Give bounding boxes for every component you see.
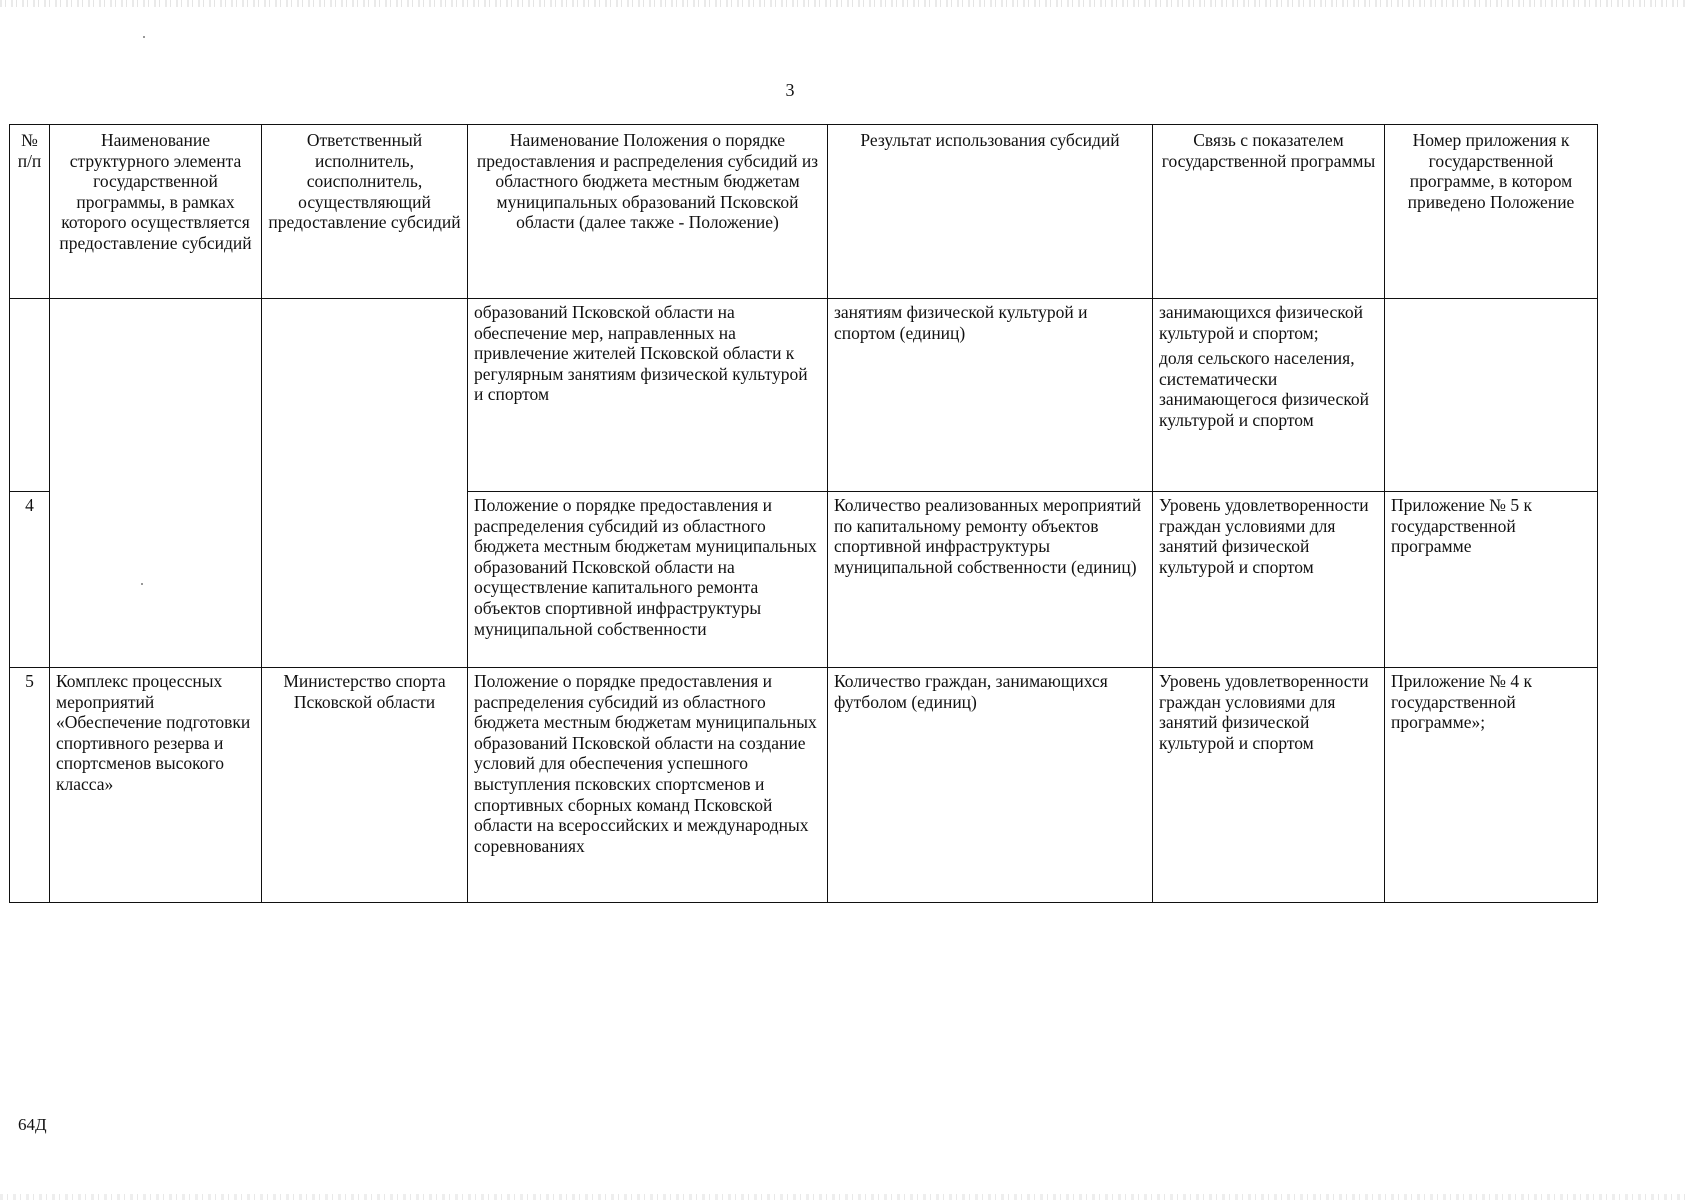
document-code: 64Д xyxy=(18,1115,47,1134)
scan-edge-top xyxy=(0,0,1686,7)
cell-executor: Министерство спорта Псковской области xyxy=(262,668,468,903)
cell-appendix-number: Приложение № 5 к государственной программе xyxy=(1385,492,1598,668)
cell-regulation-name: Положение о порядке предоставления и распределения субсидий из областного бюджета местным бюджетам муниципальных образований Псковской области на создание условий для обеспечения успешного выступления псковских спортсменов и спортивных сборных команд Псковской области на всероссийских и международных соревнованиях xyxy=(468,668,828,903)
header-regulation-name: Наименование Положения о порядке предоставления и распределения субсидий из областного бюджета местным бюджетам муниципальных образований Псковской области (далее также - Положение) xyxy=(468,125,828,299)
header-indicator-link: Связь с показателем государственной программы xyxy=(1153,125,1385,299)
cell-number xyxy=(10,299,50,492)
table-row xyxy=(10,668,1598,903)
header-executor: Ответственный исполнитель, соисполнитель, осуществляющий предоставление субсидий xyxy=(262,125,468,299)
header-appendix-number: Номер приложения к государственной программе, в котором приведено Положение xyxy=(1385,125,1598,299)
scan-edge-bottom xyxy=(0,1194,1686,1200)
cell-number: 4 xyxy=(10,492,50,668)
header-structural-element: Наименование структурного элемента государственной программы, в рамках которого осуществляется предоставление субсидий xyxy=(50,125,262,299)
cell-appendix-number: Приложение № 4 к государственной программе»; xyxy=(1385,668,1598,903)
cell-indicator-link: Уровень удовлетворенности граждан условиями для занятий физической культурой и спортом xyxy=(1153,668,1385,903)
cell-executor xyxy=(262,299,468,668)
header-number: № п/п xyxy=(10,125,50,299)
indicator-text: занимающихся физической культурой и спортом; xyxy=(1159,302,1363,343)
cell-structural-element: Комплекс процессных мероприятий «Обеспечение подготовки спортивного резерва и спортсменов высокого класса» xyxy=(50,668,262,903)
indicator-text: доля сельского населения, систематически занимающегося физической культурой и спортом xyxy=(1159,348,1370,430)
cell-number: 5 xyxy=(10,668,50,903)
cell-structural-element xyxy=(50,299,262,668)
cell-appendix-number xyxy=(1385,299,1598,492)
cell-subsidy-result: занятиям физической культурой и спортом (единиц) xyxy=(828,299,1153,492)
cell-regulation-name: Положение о порядке предоставления и распределения субсидий из областного бюджета местным бюджетам муниципальных образований Псковской области на осуществление капитального ремонта объектов спортивной инфраструктуры муниципальной собственности xyxy=(468,492,828,668)
scan-speck xyxy=(143,36,145,38)
cell-subsidy-result: Количество граждан, занимающихся футболом (единиц) xyxy=(828,668,1153,903)
subsidy-table xyxy=(9,124,1598,903)
cell-indicator-link xyxy=(1153,299,1385,492)
cell-subsidy-result: Количество реализованных мероприятий по капитальному ремонту объектов спортивной инфраструктуры муниципальной собственности (единиц) xyxy=(828,492,1153,668)
table-header-row xyxy=(10,125,1598,299)
header-subsidy-result: Результат использования субсидий xyxy=(828,125,1153,299)
cell-indicator-link: Уровень удовлетворенности граждан условиями для занятий физической культурой и спортом xyxy=(1153,492,1385,668)
page-number: 3 xyxy=(785,80,795,100)
table-row xyxy=(10,299,1598,492)
cell-regulation-name: образований Псковской области на обеспечение мер, направленных на привлечение жителей Псковской области к регулярным занятиям физической культурой и спортом xyxy=(468,299,828,492)
